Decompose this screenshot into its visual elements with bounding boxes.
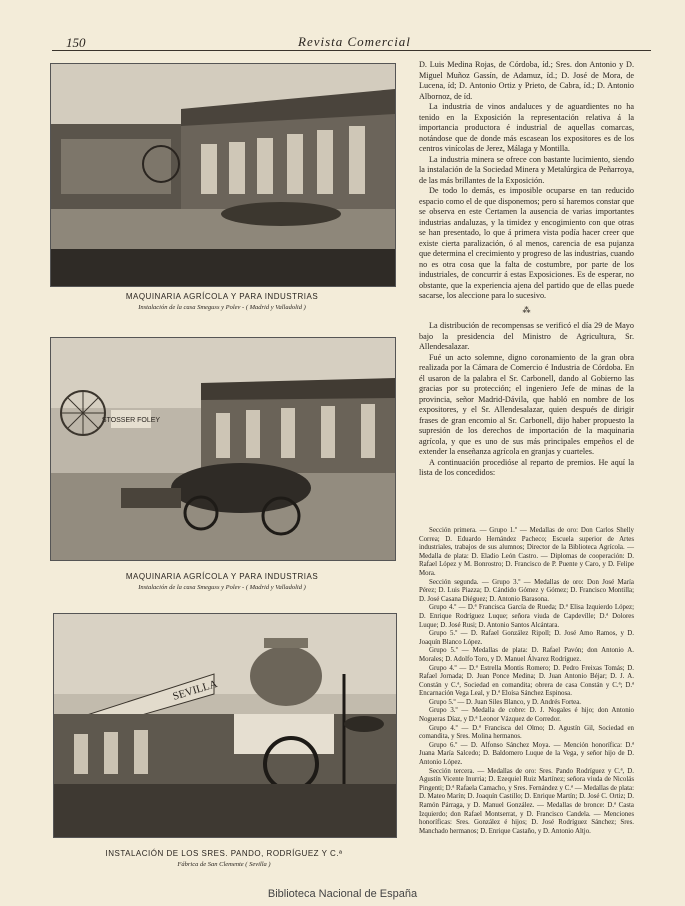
award-entry: Grupo 5.º — D. Juan Siles Blanco, y D. Andrés Fortea. <box>429 698 581 706</box>
paragraph: La industria minera se ofrece con bastante lucimiento, siendo la instalación de la Sociedad Minera y Metalúrgica de Peñarroya, de las más brillantes de la Exposición. <box>419 154 634 185</box>
sign-text: STOSSER FOLEY <box>101 417 161 424</box>
paragraph: A continuación procedióse al reparto de premios. He aquí la lista de los concedidos: <box>419 457 634 477</box>
running-head: Revista Comercial <box>298 34 411 49</box>
award-entry: Sección tercera. — Medallas de oro: Sres. Pando Rodríguez y C.ª, D. Agustín Vicente Inurria; D. Ezequiel Ruiz Martínez; señora viuda de Nicolás Pingenti; D.ª Rafaela Camacho, y Sres. Fernández y C.ª — Medallas de plata: D. Mateo Marín; D. Joaquín Castillo; D. Enrique Martín; D. José C. Ortiz; D. Ramón Párraga, y D. Manuel González. — Medallas de bronce: D.ª Casta Izquierdo; don Rafael Montserrat, y D. Francisco Candela. — Menciones honoríficas: Sres. González é hijos; D. José Rodríguez Sánchez; Sres. Manchado hermanos; D. Enrique Castaño, y D. Antonio Altjo. <box>419 767 634 835</box>
award-entry: Grupo 3.º — Medalla de cobre: D. J. Nogales é hijo; don Antonio Nogueras Díaz, y D.ª Leonor Vázquez de Corredor. <box>419 707 634 724</box>
award-entry: Grupo 4.º — D.ª Francisca García de Rueda; D.ª Elisa Izquierdo López; D. Enrique Rodríguez Luque; señora viuda de Capdevílle; D.ª Dolores Luque; D. José Rusi; D. Antonio Santos Alcántara. <box>419 604 634 629</box>
award-entry: Grupo 6.º — D. Alfonso Sánchez Moya. — Mención honorífica: D.ª Juana María Salcedo; D. Baldomero Luque de la Vega, y señor hijo de D. Antonio López. <box>419 741 634 767</box>
paragraph: La industria de vinos andaluces y de aguardientes no ha tenido en la Exposición la representación relativa á la importancia productora é industrial de aquellas comarcas, notándose que de donde más escasean los expositores es de los centros vinícolas de Jerez, Málaga y Montilla. <box>419 102 634 153</box>
award-entry: Grupo 4.º — D.ª Estrella Montis Romero; D. Pedro Freixas Tomás; D. Rafael Jornada; D. Juan Ponce Medina; D. Juan Antonio Béjar; D. J. A. Constán y C.ª, Sociedad en comandita; obrera de casa Constán y C.ª; D.ª Encarnación Vega Leal, y D.ª Eloísa Sánchez Espinosa. <box>419 664 634 698</box>
award-entry: Grupo 5.º — Medallas de plata: D. Rafael Pavón; don Antonio A. Morales; D. Adolfo Toro, y D. Manuel Álvarez Rodríguez. <box>419 647 634 663</box>
paragraph: Fué un acto solemne, digno coronamiento de la gran obra realizada por la Cámara de Comercio é Industria de Córdoba. En él usaron de la palabra el Sr. Carbonell, dando al Gobierno las gracias por su protección; el ingeniero Jefe de minas de la provincia, señor Madrid-Dávila, que habló en nombre de los expositores, y el Sr. Allendesalazar, quien después de dirigir frases de gran encomio al Sr. Carbonell, dijo haber propuesto la supresión de los derechos de importación de la maquinaria agrícola, y que es uno de sus más principales empeños el de extender la enseñanza agrícola en granjas y cuarteles. <box>419 352 634 456</box>
caption-subtitle: Instalación de la casa Smeguss y Polev - ( Madrid y Valladolid ) <box>138 584 306 591</box>
library-watermark: Biblioteca Nacional de España <box>267 888 418 900</box>
photo-machinery-1 <box>50 63 396 287</box>
caption-title: MAQUINARIA AGRÍCOLA Y PARA INDUSTRIAS <box>125 572 319 581</box>
caption-title: INSTALACIÓN DE LOS SRES. PANDO, RODRÍGUEZ Y C.ª <box>105 849 343 858</box>
caption-subtitle: Instalación de la casa Smeguss y Polev - ( Madrid y Valladolid ) <box>138 304 306 311</box>
sign-text: SEVILLA <box>171 677 219 703</box>
award-entry: Grupo 4.º — D.ª Francisca del Olmo; D. Agustín Gil, Sociedad en comandita, y Sres. Molina hermanos. <box>419 724 634 741</box>
page-number: 150 <box>66 35 86 50</box>
award-entry: Grupo 5.º — D. Rafael González Ripoll; D. José Amo Ramos, y D. Joaquín Blanco López. <box>419 630 634 646</box>
caption-title: MAQUINARIA AGRÍCOLA Y PARA INDUSTRIAS <box>125 292 319 301</box>
paragraph: De todo lo demás, es imposible ocuparse en tan reducido espacio como el de que disponemos; pero sí haremos constar que se observa en este Certamen la ausencia de varias importantes industrias andaluzas, y la timidez y encogimiento con que otras se han presentado, lo que á primera vista podía hacer creer que existe cierta paralización, ó al menos, carencia de esa pujanza que determina el crecimiento y progreso de las industrias, cuando no es otra cosa que la falta de costumbre, por parte de los industriales, de concurrir á estas Exposiciones. Es de esperar, no obstante, que la experiencia ajena del partido que de ellas puede sacarse, los aleccione para lo sucesivo. <box>419 186 634 300</box>
section-separator: ⁂ <box>522 305 531 315</box>
header-rule <box>52 50 651 51</box>
caption-subtitle: Fábrica de San Clemente ( Sevilla ) <box>177 861 271 868</box>
caption-2 <box>50 572 394 591</box>
photo-pando-rodriguez <box>53 613 397 838</box>
caption-1 <box>50 292 394 311</box>
article-column <box>419 60 634 479</box>
paragraph: La distribución de recompensas se verificó el día 29 de Mayo bajo la presidencia del Ministro de Agricultura, Sr. Allendesalazar. <box>419 321 634 351</box>
award-entry: Sección segunda. — Grupo 3.º — Medallas de oro: Don José María Pérez; D. Luis Piazza; D. Cándido Gómez y Gómez; D. Francisco Montilla; D. José Casana Diéguez; D. Antonio Barasona. <box>419 578 634 603</box>
paragraph: D. Luis Medina Rojas, de Córdoba, íd.; Sres. don Antonio y D. Miguel Muñoz Gassín, de Adamuz, íd.; D. José de Mora, de Lucena, íd; D. Antonio Ortiz y Prieto, de Cabra, íd.; D. Antonio Albornoz, de íd. <box>419 60 634 101</box>
caption-3 <box>53 849 395 868</box>
award-entry: Sección primera. — Grupo 1.º — Medallas de oro: Don Carlos Shelly Correa; D. Eduardo Hernández Pacheco; Escuela superior de Artes industriales, trabajos de sus alumnos; Director de la Biblioteca Agrícola. — Medalla de plata: D. Eladio León Castro. — Diplomas de cooperación: D. Rafael López y M. Bonrostro; D. Francisco de P. Puente y Caro, y D. Felipe Mora. <box>419 527 634 577</box>
awards-list <box>419 527 634 836</box>
photo-machinery-2 <box>50 337 396 561</box>
